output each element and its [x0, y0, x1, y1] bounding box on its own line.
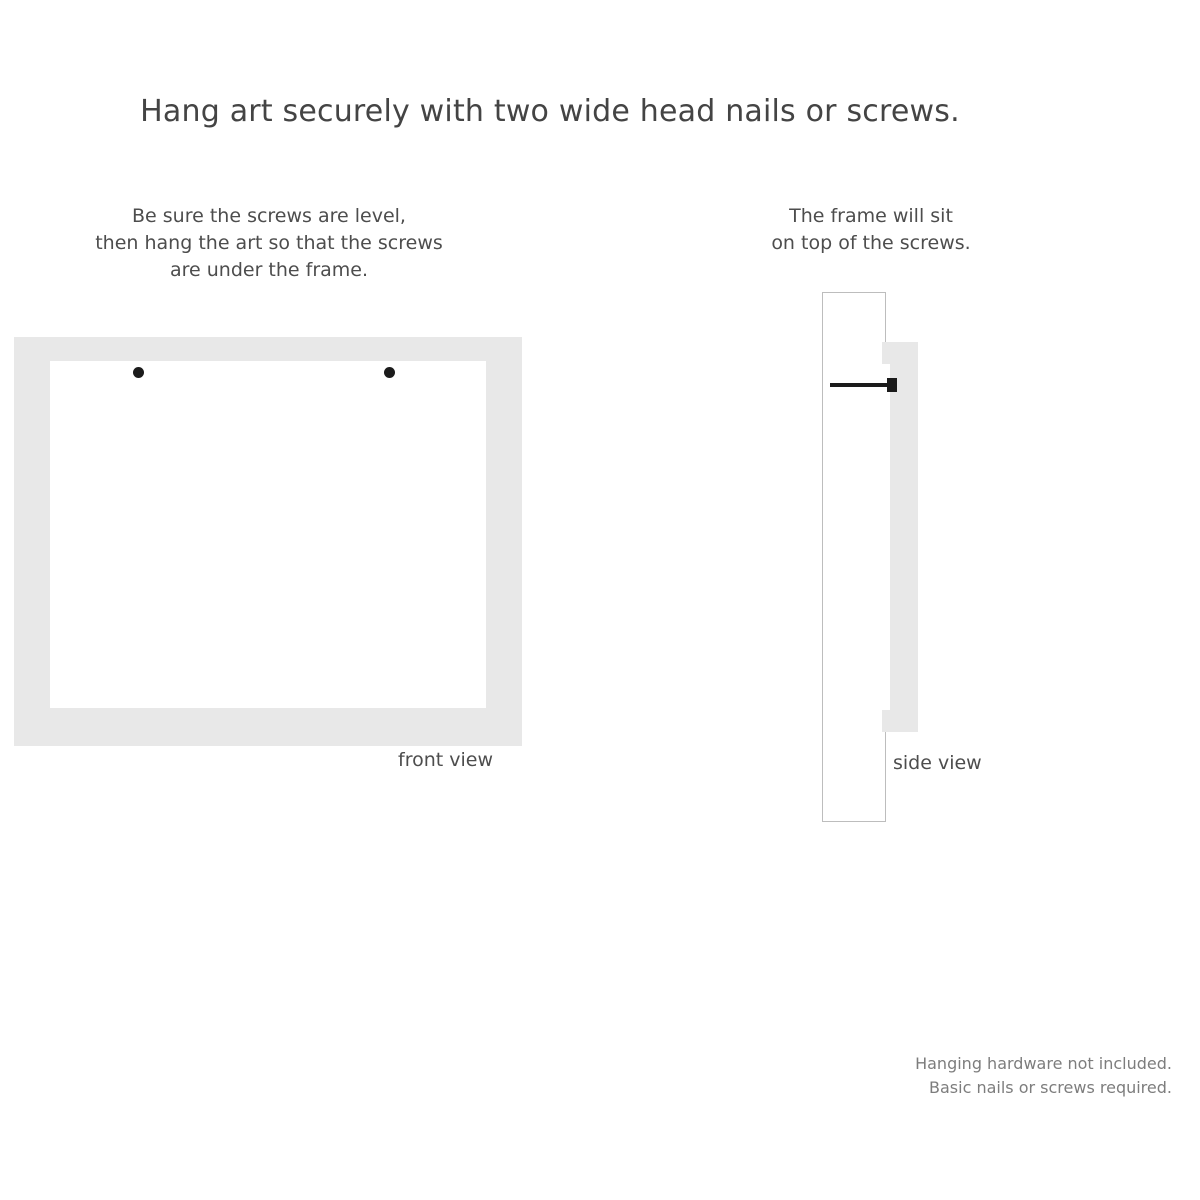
front-view-artwork-mat — [50, 361, 486, 708]
footer-note-line-2: Basic nails or screws required. — [929, 1078, 1172, 1097]
side-view-caption — [676, 203, 1066, 257]
front-view-caption — [24, 203, 514, 284]
footer-note-line-1: Hanging hardware not included. — [915, 1054, 1172, 1073]
side-view-frame-cavity — [882, 364, 890, 710]
front-view-caption-line-1: Be sure the screws are level, — [132, 205, 406, 227]
front-view-caption-line-3: are under the frame. — [169, 259, 369, 281]
screw-shaft-icon — [830, 383, 892, 387]
side-view-wall — [822, 292, 886, 822]
front-view-frame — [14, 337, 522, 746]
side-view-caption-line-2: on top of the screws. — [771, 232, 971, 254]
footer-note — [652, 1052, 1172, 1100]
screw-head-right-icon — [384, 367, 395, 378]
side-view-label: side view — [893, 752, 982, 774]
side-view-frame — [882, 342, 918, 732]
screw-head-side-icon — [887, 378, 897, 392]
side-view-caption-line-1: The frame will sit — [789, 205, 953, 227]
screw-head-left-icon — [133, 367, 144, 378]
page-title: Hang art securely with two wide head nails or screws. — [140, 94, 960, 129]
front-view-label: front view — [398, 749, 493, 771]
front-view-caption-line-2: then hang the art so that the screws — [95, 232, 443, 254]
